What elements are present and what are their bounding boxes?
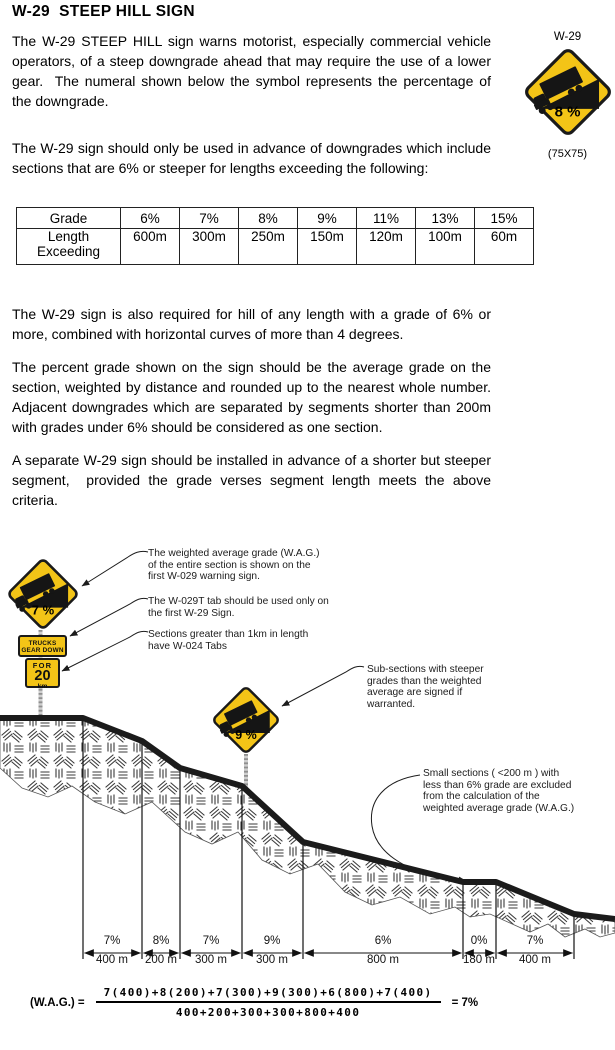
fraction-bar: [96, 1001, 441, 1003]
steep-hill-sign-sub: [210, 684, 282, 756]
steep-hill-sign-icon: [521, 45, 615, 139]
leader-line: [82, 551, 148, 586]
table-cell: 9%: [298, 208, 357, 229]
grade-label: 7%: [103, 935, 121, 947]
annotation-line: Small sections ( <200 m ) with: [423, 768, 560, 779]
grade-label: 9%: [263, 935, 281, 947]
annotation-w024-tab: [148, 629, 308, 652]
grade-label: 0%: [470, 935, 488, 947]
formula-numerator: 7(400)+8(200)+7(300)+9(300)+6(800)+7(400): [103, 986, 433, 999]
table-cell: 6%: [121, 208, 180, 229]
paragraph: The percent grade shown on the sign should be the average grade on the section, weighted by distance and rounded up to the nearest whole number. Adjacent downgrades which are separated by segments shorter than 200m with grades under 6% should be considered as one section.: [12, 359, 495, 435]
formula-lhs: (W.A.G.) =: [30, 996, 85, 1009]
table-cell: 100m: [416, 229, 475, 265]
distance-label: 200 m: [145, 954, 177, 966]
tab-text-line: 20: [34, 668, 51, 684]
annotation-line: first W-029 warning sign.: [148, 571, 260, 583]
intro-text-column: [12, 31, 495, 205]
tab-text-line: km: [37, 682, 48, 690]
distance-label: 800 m: [367, 954, 399, 966]
trucks-gear-down-tab: [18, 635, 67, 657]
paragraph: The W-29 STEEP HILL sign warns motorist, especially commercial vehicle operators, of a steep downgrade ahead that may require the use of a lower gear. The numeral shown below the symbol represents the percentage of the downgrade.: [12, 33, 495, 109]
annotation-line: warranted.: [367, 698, 416, 710]
annotation-line: average are signed if: [367, 687, 463, 699]
table-cell: 600m: [121, 229, 180, 265]
annotation-line: have W-024 Tabs: [148, 640, 227, 652]
grade-length-table: [16, 207, 534, 265]
wag-formula: [30, 986, 478, 1019]
leader-line: [282, 666, 364, 706]
steep-hill-sign-icon: [5, 556, 81, 632]
distance-label: 180 m: [463, 954, 495, 966]
leader-line: [70, 598, 148, 636]
paragraph: A separate W-29 sign should be installed in advance of a shorter but steeper segment, provided the grade verses segment length meets the above criteria.: [12, 452, 495, 508]
paragraph: The W-29 sign should only be used in advance of downgrades which include sections that are 6% or steeper for lengths exceeding the following:: [12, 140, 495, 176]
distance-label: 300 m: [256, 954, 288, 966]
annotation-w029t-tab: [148, 596, 329, 619]
table-cell: 60m: [475, 229, 534, 265]
annotation-line: The weighted average grade (W.A.G.): [148, 548, 320, 559]
formula-fraction: [96, 986, 441, 1019]
sign-designation-label: W-29: [553, 31, 582, 43]
paragraph: The W-29 sign is also required for hill of any length with a grade of 6% or more, combined with horizontal curves of more than 4 degrees.: [12, 306, 495, 342]
grade-label: 8%: [152, 935, 170, 947]
annotation-line: Sections greater than 1km in length: [148, 629, 309, 640]
distance-label: 400 m: [519, 954, 551, 966]
steep-hill-sign-icon: [210, 684, 282, 756]
annotation-line: Sub-sections with steeper: [367, 664, 484, 675]
annotation-line: of the entire section is shown on the: [148, 559, 311, 571]
sign-percent-label: 7 %: [31, 602, 55, 618]
steep-hill-sign: [521, 45, 615, 139]
distance-label: 300 m: [195, 954, 227, 966]
w29-sign-figure: [520, 31, 615, 160]
annotation-wag-sign: [148, 548, 320, 583]
grade-label: 7%: [202, 935, 220, 947]
annotation-line: from the calculation of the: [423, 791, 540, 803]
tab-text-line: FOR: [32, 660, 53, 670]
annotation-line: grades than the weighted: [367, 675, 482, 687]
body-text-column: [12, 304, 495, 523]
tab-text-line: GEAR DOWN: [21, 647, 64, 655]
table-cell: 7%: [180, 208, 239, 229]
grade-label: 7%: [526, 935, 544, 947]
table-cell: 15%: [475, 208, 534, 229]
grade-label: 6%: [374, 935, 392, 947]
formula-denominator: 400+200+300+300+800+400: [175, 1006, 361, 1019]
annotation-sub-sections: [367, 664, 484, 710]
sign-percent-label: 9 %: [235, 728, 257, 743]
page-title: W-29 STEEP HILL SIGN: [12, 3, 195, 20]
steep-hill-sign-first: [5, 556, 81, 632]
distance-label: 400 m: [96, 954, 128, 966]
sign-percent-label: 8 %: [554, 103, 581, 121]
leader-line: [62, 631, 148, 671]
hill-profile-diagram: [0, 540, 615, 1050]
table-cell: Length Exceeding: [17, 229, 121, 265]
table-cell: Grade: [17, 208, 121, 229]
annotation-line: the first W-29 Sign.: [148, 607, 235, 619]
table-row: [17, 229, 534, 265]
tab-text-line: TRUCKS: [28, 639, 57, 647]
distance-tab: [25, 658, 60, 688]
formula-result: = 7%: [451, 996, 479, 1009]
table-cell: 8%: [239, 208, 298, 229]
table-cell: 11%: [357, 208, 416, 229]
table-row: [17, 208, 534, 229]
table-cell: 13%: [416, 208, 475, 229]
table-cell: 300m: [180, 229, 239, 265]
table-cell: 120m: [357, 229, 416, 265]
table-cell: 250m: [239, 229, 298, 265]
annotation-line: The W-029T tab should be used only on: [148, 596, 329, 607]
sign-size-note: (75X75): [547, 148, 588, 160]
annotation-line: weighted average grade (W.A.G.): [423, 802, 575, 814]
annotation-small-sections: [423, 768, 574, 814]
table-cell: 150m: [298, 229, 357, 265]
annotation-line: less than 6% grade are excluded: [423, 779, 572, 791]
ground-hatch: [0, 718, 615, 937]
